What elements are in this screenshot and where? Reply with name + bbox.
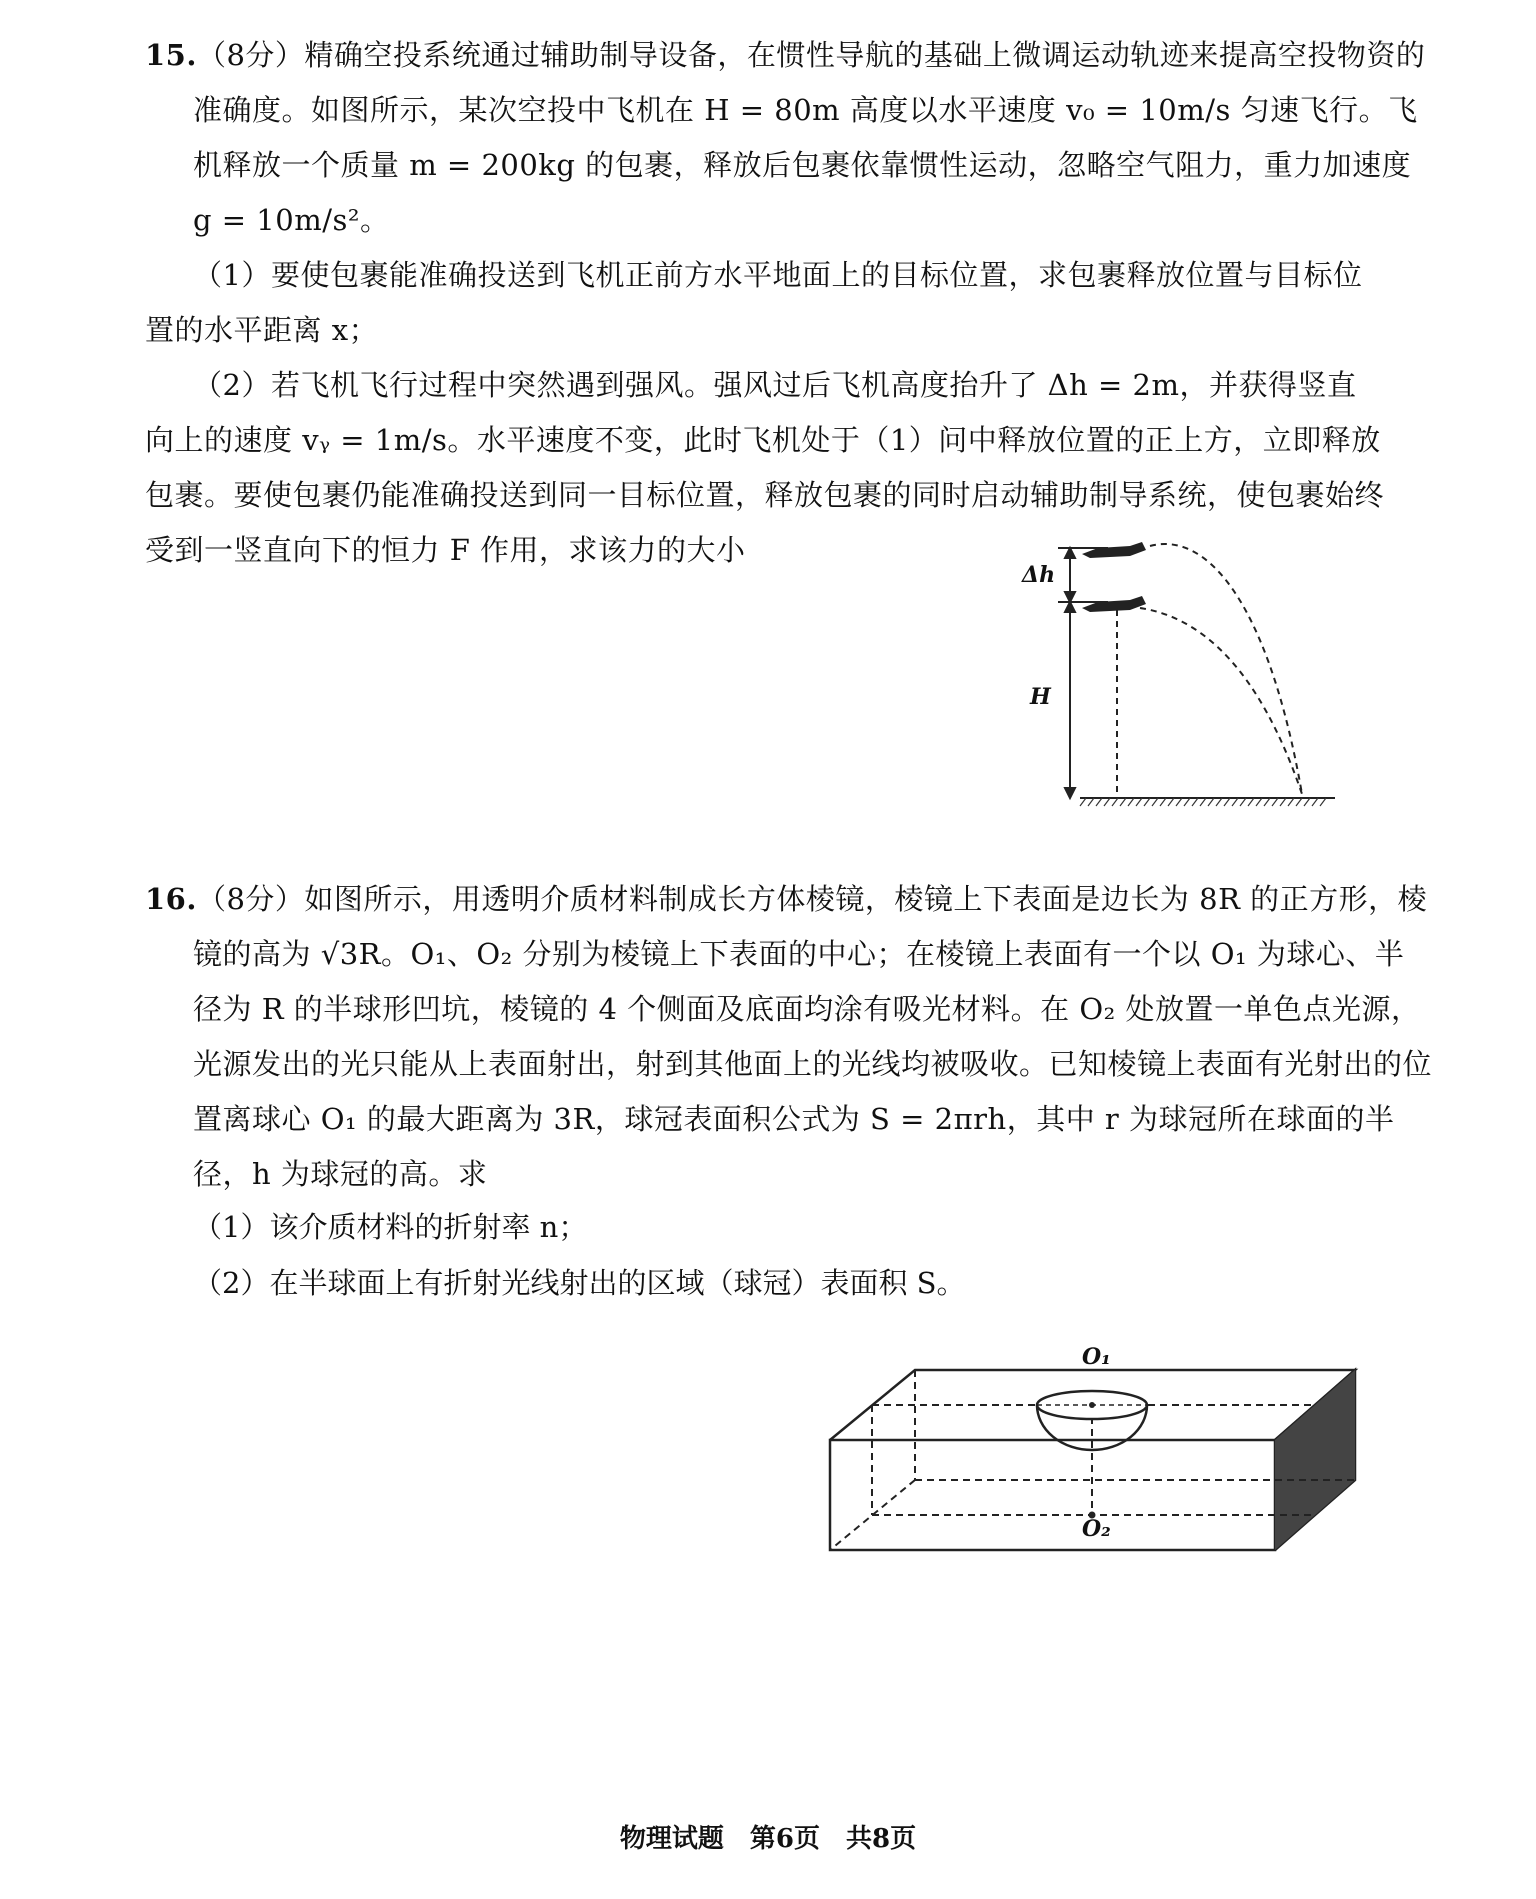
ground-hatch [1080, 798, 1086, 806]
ground-hatch [1224, 798, 1230, 806]
ground-hatch [1192, 798, 1198, 806]
ground-hatch [1144, 798, 1150, 806]
ground-hatch [1288, 798, 1294, 806]
q16-part2: （2）在半球面上有折射光线射出的区域（球冠）表面积 S。 [193, 1266, 966, 1300]
ground-hatch [1120, 798, 1126, 806]
ground-hatch [1280, 798, 1286, 806]
q15-stem [145, 28, 1433, 248]
ground-hatch [1264, 798, 1270, 806]
ground-hatch [1256, 798, 1262, 806]
ground-hatch [1168, 798, 1174, 806]
trajectory-lower [1140, 608, 1302, 794]
ground-hatch [1176, 798, 1182, 806]
q16-part1: （1）该介质材料的折射率 n； [193, 1210, 588, 1244]
ground-hatch [1104, 798, 1110, 806]
ground-hatch [1160, 798, 1166, 806]
q16-label-o2: O₂ [1082, 1516, 1111, 1542]
ground-hatch [1128, 798, 1134, 806]
ground-hatch [1216, 798, 1222, 806]
ground-hatch [1232, 798, 1238, 806]
q16-label-o1: O₁ [1082, 1344, 1111, 1370]
q16-number: 16. [145, 882, 197, 916]
ground-hatch [1320, 798, 1326, 806]
ground-hatch [1304, 798, 1310, 806]
q15-label-dh: Δh [1022, 562, 1056, 588]
ground-hatch [1200, 798, 1206, 806]
ground-hatch [1112, 798, 1118, 806]
page-footer: 物理试题 第6页 共8页 [619, 1824, 917, 1854]
height-arrows [1058, 548, 1108, 798]
ground-hatch [1272, 798, 1278, 806]
q15-figure [1020, 530, 1350, 820]
trajectory-upper [1150, 544, 1302, 794]
right-face-shade [1275, 1370, 1355, 1550]
q16-score: （8分） [196, 882, 305, 916]
ground-hatch [1152, 798, 1158, 806]
point-o1 [1089, 1402, 1095, 1408]
ground-hatch [1088, 798, 1094, 806]
q15-part1: （1）要使包裹能准确投送到飞机正前方水平地面上的目标位置，求包裹释放位置与目标位置的水平距离 x； [145, 258, 1363, 347]
ground-hatch [1208, 798, 1214, 806]
q16-stem [145, 872, 1433, 1202]
q15-stem-text: 精确空投系统通过辅助制导设备，在惯性导航的基础上微调运动轨迹来提高空投物资的准确度。如图所示，某次空投中飞机在 H = 80m 高度以水平速度 v₀ = 10m/s 匀速飞行。飞机释放一个质量 m = 200kg 的包裹，释放后包裹依靠惯性运动，忽略空气阻力，重力加速度 g = 10m/s²。 [193, 38, 1426, 237]
q15-score: （8分） [196, 38, 305, 72]
plane-icon-upper [1082, 542, 1146, 558]
q15-number: 15. [145, 38, 197, 72]
ground-hatch [1248, 798, 1254, 806]
plane-icon-lower [1082, 596, 1146, 612]
ground-hatch [1296, 798, 1302, 806]
ground-hatch [1312, 798, 1318, 806]
q15-label-H: H [1030, 684, 1051, 710]
ground-hatch [1184, 798, 1190, 806]
ground-hatch [1096, 798, 1102, 806]
ground-hatch [1240, 798, 1246, 806]
q16-stem-text: 如图所示，用透明介质材料制成长方体棱镜，棱镜上下表面是边长为 8R 的正方形，棱镜的高为 √3R。O₁、O₂ 分别为棱镜上下表面的中心；在棱镜上表面有一个以 O₁ 为球心、半径为 R 的半球形凹坑，棱镜的 4 个侧面及底面均涂有吸光材料。在 O₂ 处放置一单色点光源，光源发出的光只能从上表面射出，射到其他面上的光线均被吸收。已知棱镜上表面有光射出的位置离球心 O₁ 的最大距离为 3R，球冠表面积公式为 S = 2πrh，其中 r 为球冠所在球面的半径，h 为球冠的高。求 [193, 882, 1433, 1191]
q15-part2: （2）若飞机飞行过程中突然遇到强风。强风过后飞机高度抬升了 Δh = 2m，并获得竖直向上的速度 vᵧ = 1m/s。水平速度不变，此时飞机处于（1）问中释放位置的正上方，立即释放包裹。要使包裹仍能准确投送到同一目标位置，释放包裹的同时启动辅助制导系统，使包裹始终受到一竖直向下的恒力 F 作用，求该力的大小 [145, 368, 1385, 567]
ground-hatch [1136, 798, 1142, 806]
